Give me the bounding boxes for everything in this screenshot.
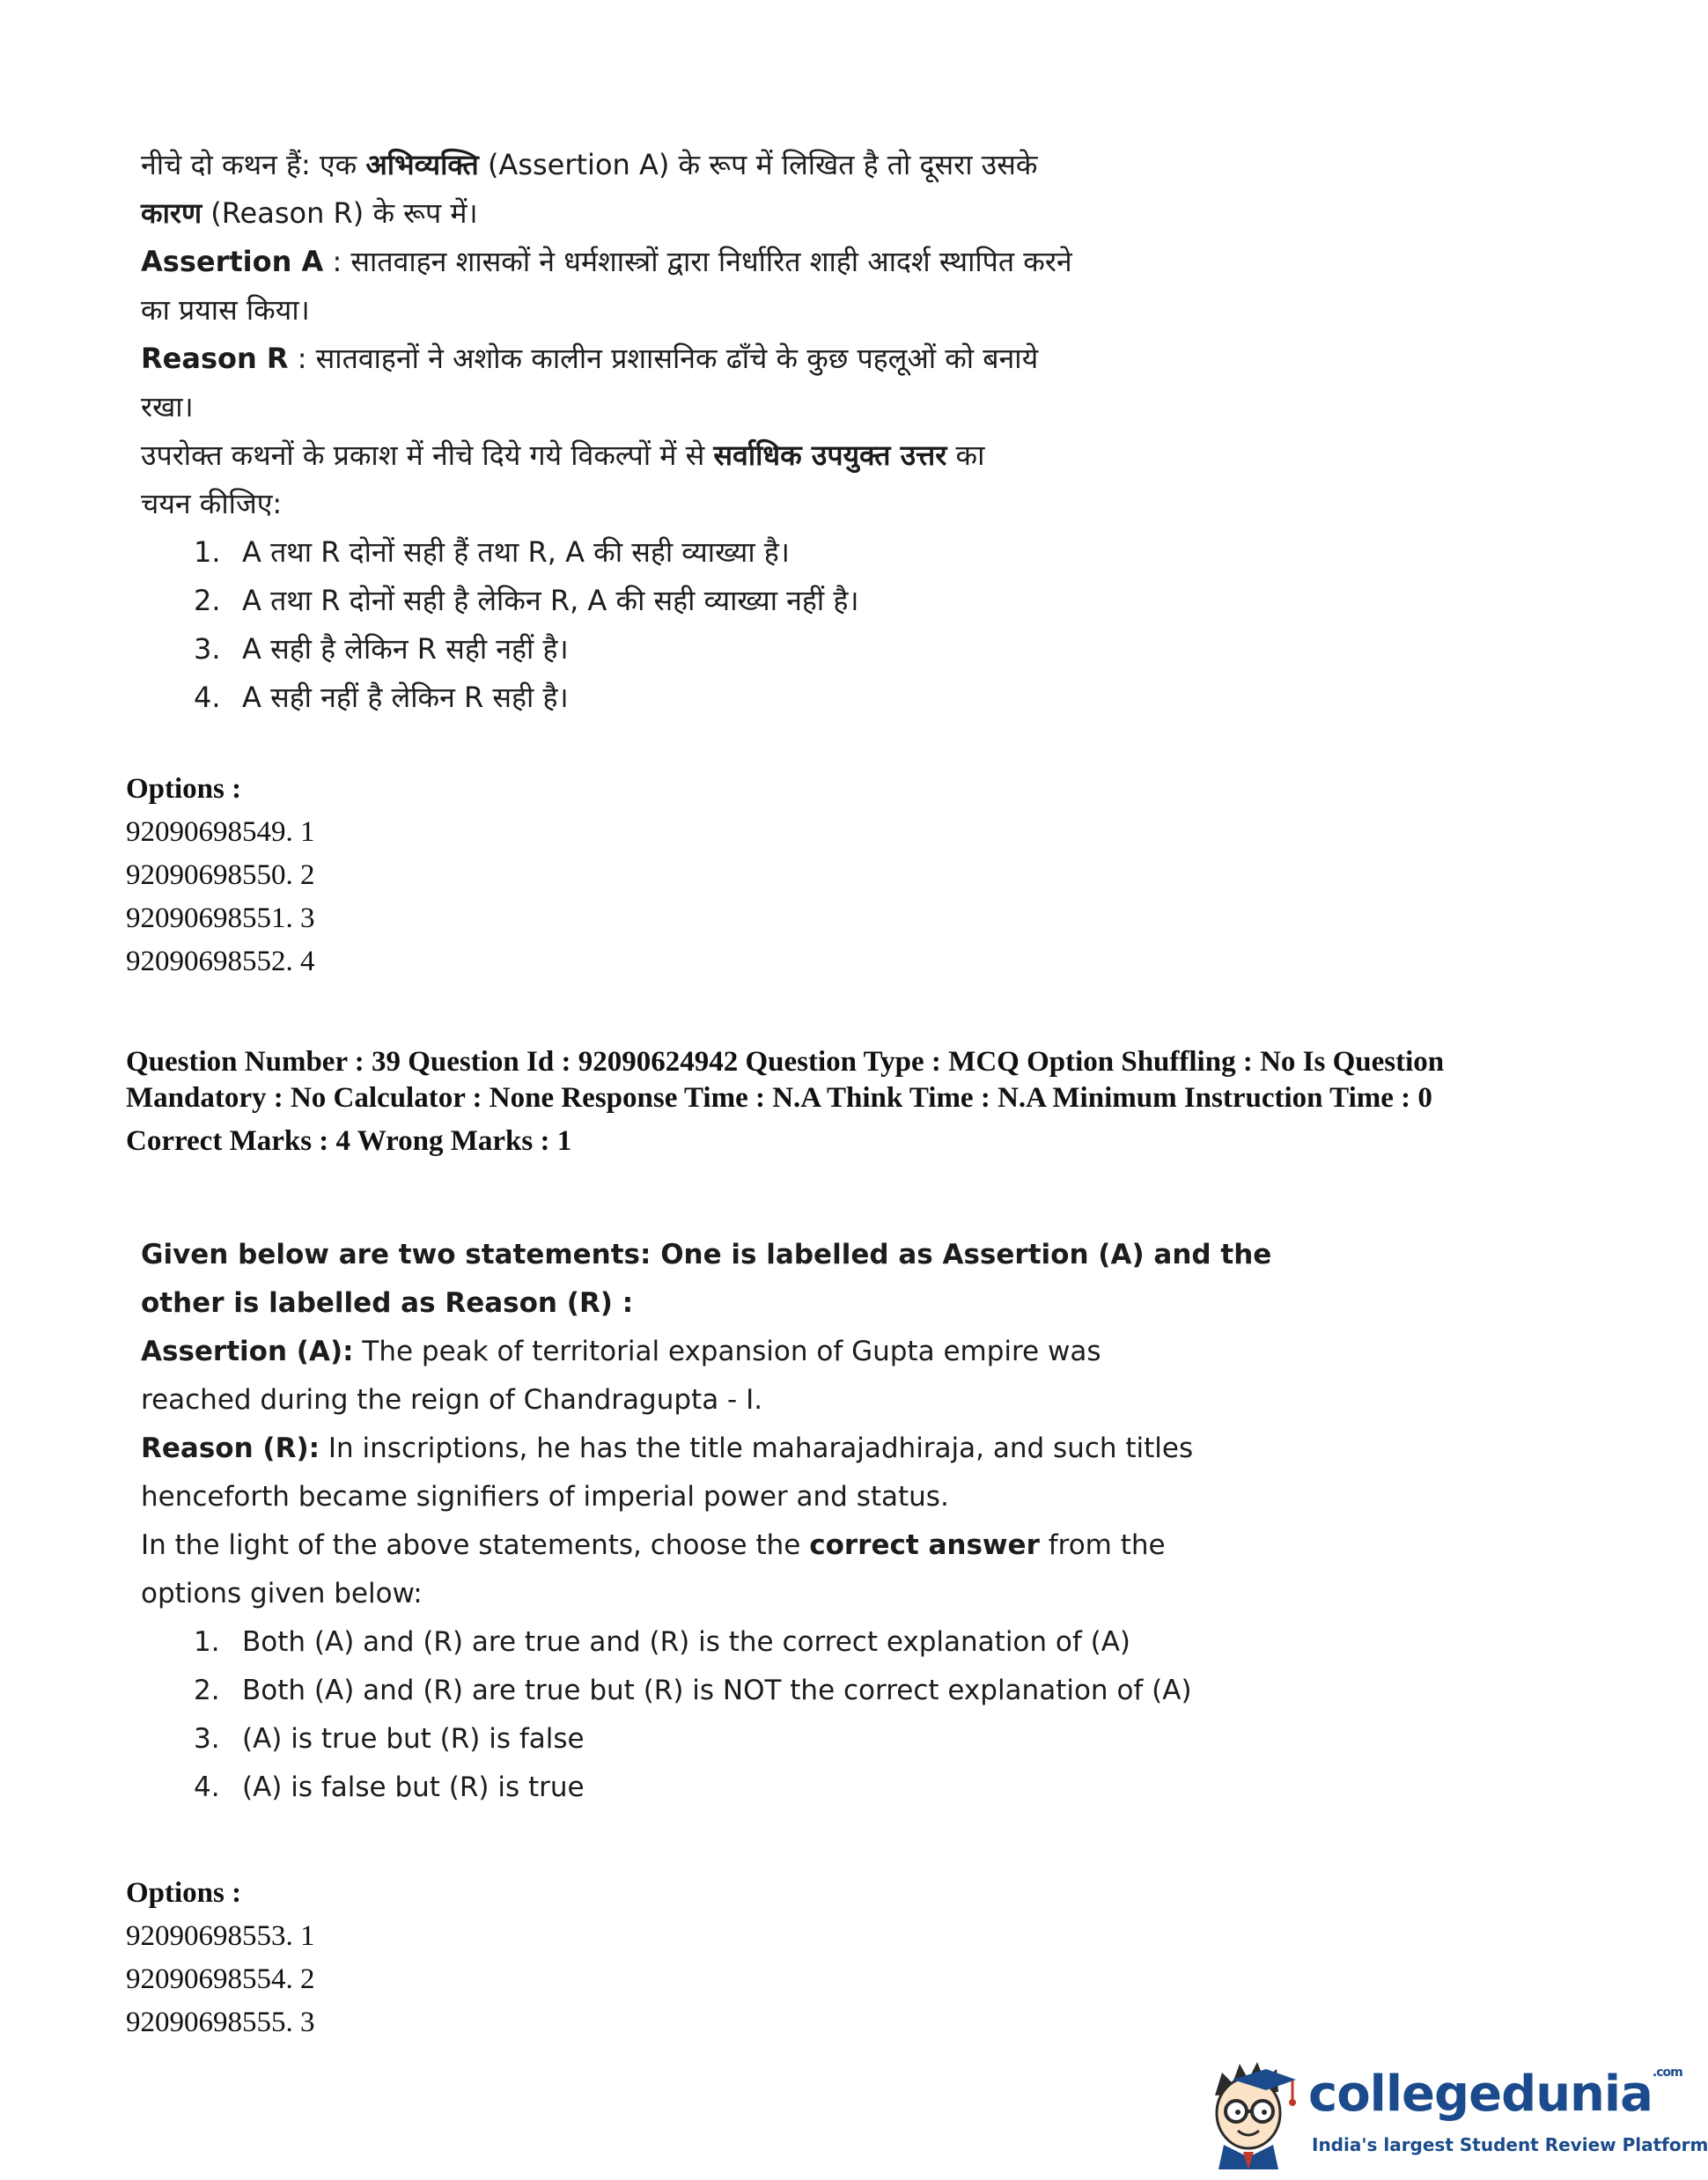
english-reason: Reason (R): In inscriptions, he has the title maharajadhiraja, and such titles	[141, 1432, 1194, 1464]
english-intro-line-2: other is labelled as Reason (R) :	[141, 1287, 634, 1319]
english-choice-list	[141, 1618, 1271, 1812]
options-heading: Options :	[126, 1877, 242, 1909]
mascot-icon	[1197, 2053, 1303, 2169]
hindi-instruction: उपरोक्त कथनों के प्रकाश में नीचे दिये गये विकल्पों में से सर्वाधिक उपयुक्त उत्तर का	[141, 438, 985, 472]
question-marks: Correct Marks : 4 Wrong Marks : 1	[126, 1125, 572, 1157]
english-choice: 4. (A) is false but (R) is true	[194, 1771, 585, 1803]
hindi-intro-line-1: नीचे दो कथन हैं: एक अभिव्यक्ति (Assertion A) के रूप में लिखित है तो दूसरा उसके	[141, 148, 1038, 181]
hindi-choice: 3. A सही है लेकिन R सही नहीं है।	[194, 632, 569, 666]
hindi-assertion-cont: का प्रयास किया।	[141, 293, 310, 327]
hindi-reason: Reason R : सातवाहनों ने अशोक कालीन प्रशासनिक ढाँचे के कुछ पहलूओं को बनाये	[141, 342, 1039, 375]
hindi-intro-line-2: कारण (Reason R) के रूप में।	[141, 196, 478, 230]
english-assertion-cont: reached during the reign of Chandragupta - I.	[141, 1384, 763, 1416]
english-intro-line-1: Given below are two statements: One is labelled as Assertion (A) and the	[141, 1239, 1272, 1270]
collegedunia-logo	[1197, 2053, 1708, 2169]
logo-tagline: India's largest Student Review Platform	[1312, 2134, 1708, 2155]
hindi-instruction-cont: चयन कीजिए:	[141, 487, 283, 520]
hindi-assertion: Assertion A : सातवाहन शासकों ने धर्मशास्त्रों द्वारा निर्धारित शाही आदर्श स्थापित करने	[141, 245, 1072, 278]
hindi-choice: 2. A तथा R दोनों सही है लेकिन R, A की सही व्याख्या नहीं है।	[194, 584, 859, 617]
option-item: 92090698553. 1	[126, 1920, 315, 1952]
logo-wordmark: collegedunia$^{.com}$	[1308, 2066, 1682, 2123]
english-choice: 3. (A) is true but (R) is false	[194, 1723, 585, 1755]
english-instruction: In the light of the above statements, choose the correct answer from the	[141, 1529, 1166, 1561]
option-item: 92090698554. 2	[126, 1963, 315, 1995]
option-item: 92090698555. 3	[126, 2007, 315, 2038]
options-list-2	[126, 1872, 315, 2044]
english-assertion: Assertion (A): The peak of territorial expansion of Gupta empire was	[141, 1336, 1101, 1367]
hindi-choice: 4. A सही नहीं है लेकिन R सही है।	[194, 681, 569, 714]
hindi-choice: 1. A तथा R दोनों सही हैं तथा R, A की सही व्याख्या है।	[194, 535, 790, 569]
english-instruction-cont: options given below:	[141, 1578, 423, 1609]
options-heading: Options :	[126, 773, 242, 805]
hindi-choice-list	[141, 528, 1072, 722]
option-item: 92090698549. 1	[126, 816, 315, 848]
option-item: 92090698550. 2	[126, 859, 315, 891]
english-question-block	[141, 1231, 1271, 1812]
option-item: 92090698551. 3	[126, 902, 315, 934]
hindi-reason-cont: रखा।	[141, 390, 194, 423]
option-item: 92090698552. 4	[126, 946, 315, 977]
english-choice: 2. Both (A) and (R) are true but (R) is NOT the correct explanation of (A)	[194, 1675, 1192, 1706]
english-reason-cont: henceforth became signifiers of imperial power and status.	[141, 1481, 949, 1513]
options-list-1	[126, 768, 315, 983]
question-meta	[126, 1044, 1499, 1160]
hindi-bold-term: अभिव्यक्ति	[365, 148, 479, 181]
english-choice: 1. Both (A) and (R) are true and (R) is the correct explanation of (A)	[194, 1626, 1131, 1658]
hindi-question-block	[141, 141, 1072, 722]
question-meta-info: Question Number : 39 Question Id : 92090624942 Question Type : MCQ Option Shuffling : No Is Question Mandatory : No Calculator : None Response Time : N.A Think Time : N.A Minimum Instruction Time : 0	[126, 1046, 1445, 1114]
